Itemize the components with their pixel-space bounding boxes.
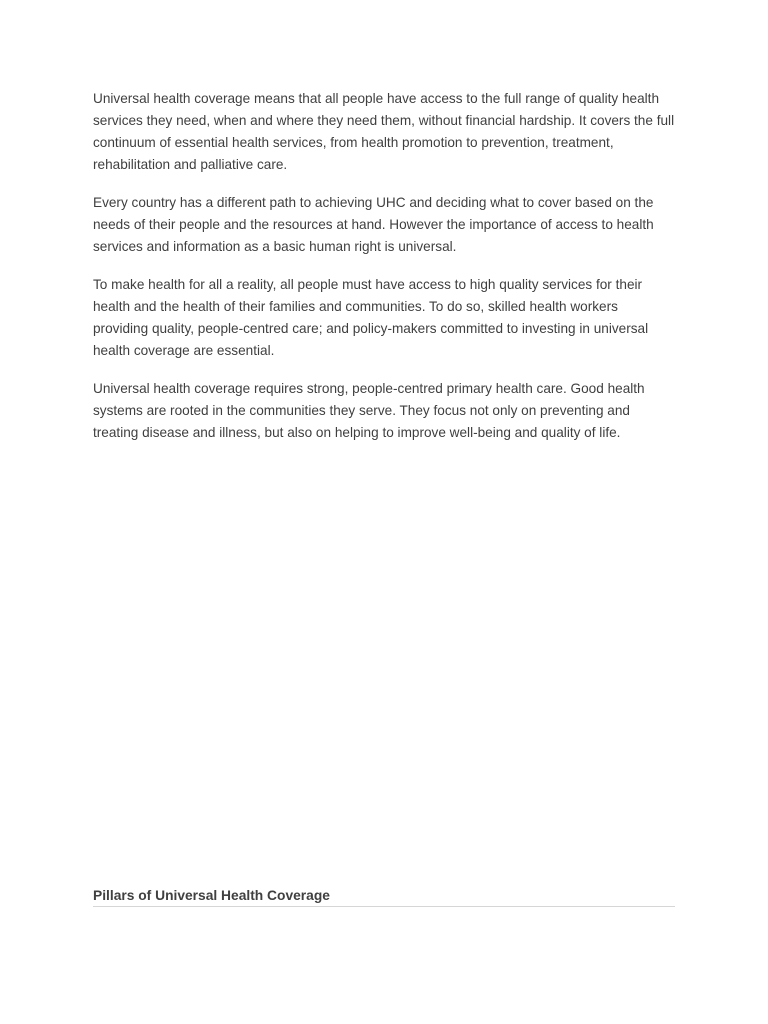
section-heading-pillars: Pillars of Universal Health Coverage [93, 888, 675, 907]
paragraph-country-path: Every country has a different path to achieving UHC and deciding what to cover based on the needs of their people and the resources at hand. However the importance of access to health services and information as a basic human right is universal. [93, 195, 654, 254]
paragraph-uhc-definition: Universal health coverage means that all people have access to the full range of quality health services they need, when and where they need them, without financial hardship. It covers the full continuum of essential health services, from health promotion to prevention, treatment, rehabilitation and palliative care. [93, 91, 675, 172]
paragraph-health-for-all: To make health for all a reality, all people must have access to high quality services for their health and the health of their families and communities. To do so, skilled health workers providing quality, people-centred care; and policy-makers committed to investing in universal health coverage are essential. [93, 277, 649, 358]
paragraph-primary-health-care: Universal health coverage requires strong, people-centred primary health care. Good health systems are rooted in the communities they serve. They focus not only on preventing and treating disease and illness, but also on helping to improve well-being and quality of life. [93, 381, 645, 440]
document-body [93, 88, 676, 460]
